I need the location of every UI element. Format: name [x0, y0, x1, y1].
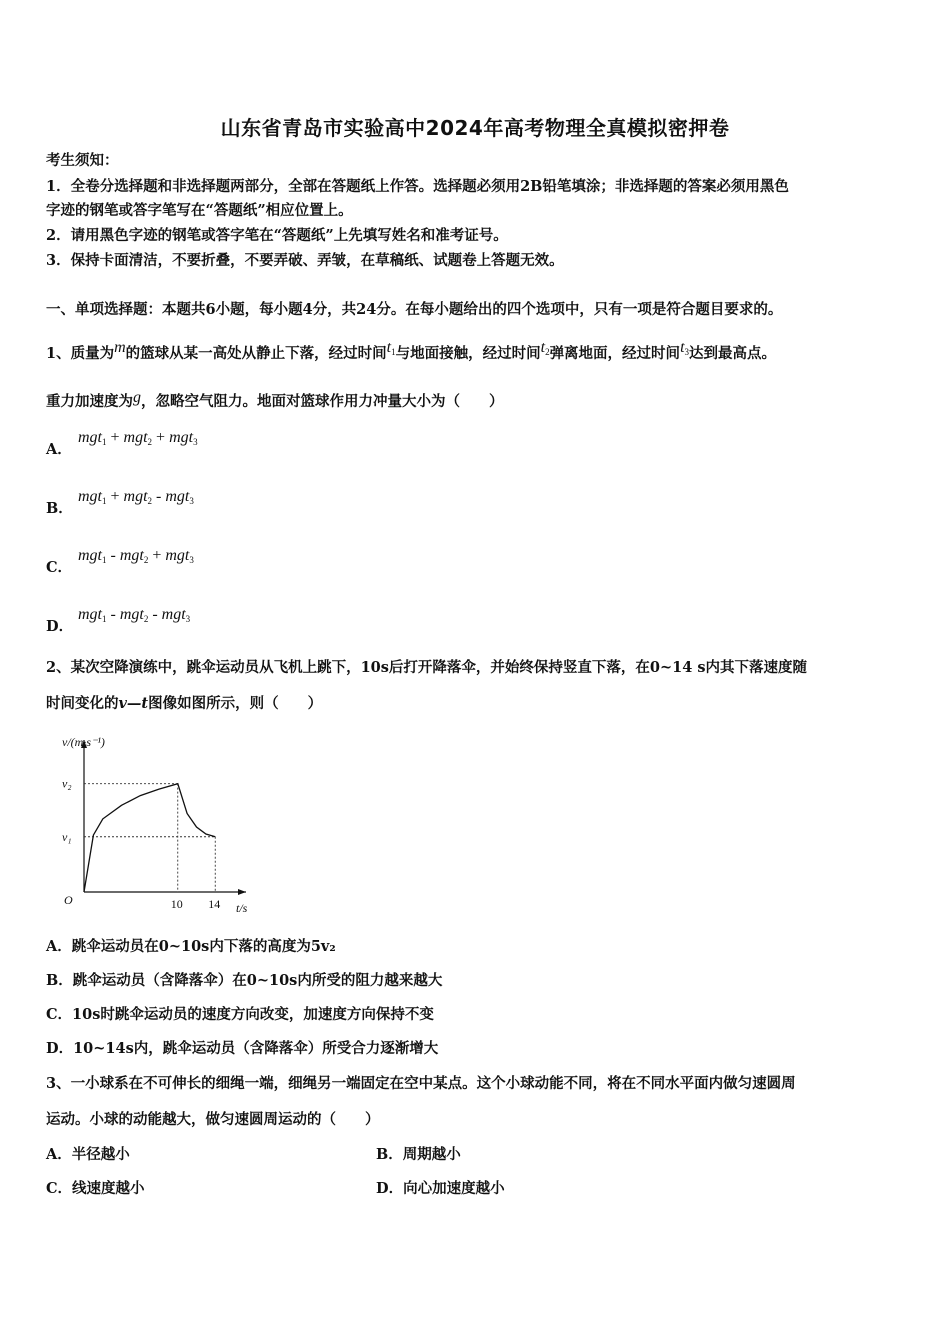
var-t2: $t_2$	[540, 339, 550, 357]
notice-item-3: 3．保持卡面清洁，不要折叠，不要弄破、弄皱，在草稿纸、试题卷上答题无效。	[46, 252, 564, 269]
q1-text-c: 与地面接触，经过时间	[395, 345, 541, 362]
q3-stem-line2: 运动。小球的动能越大，做匀速圆周运动的（ ）	[46, 1111, 380, 1128]
q1-text-e: 达到最高点。	[689, 345, 777, 362]
notice-heading: 考生须知：	[46, 152, 119, 169]
x-axis-arrow	[238, 889, 246, 895]
x-tick-label: 10	[170, 897, 183, 911]
q1-option-c[interactable]	[46, 546, 906, 578]
origin-label: O	[64, 893, 73, 907]
q3-option-b[interactable]: B．周期越小	[376, 1146, 461, 1163]
exam-title: 山东省青岛市实验高中2024年高考物理全真模拟密押卷	[220, 116, 730, 140]
var-t1: $t_1$	[386, 339, 396, 357]
option-letter: A．	[46, 441, 72, 458]
var-g: g	[133, 389, 141, 406]
x-axis-label: t/s	[236, 901, 248, 915]
section-heading: 一、单项选择题：本题共6小题，每小题4分，共24分。在每小题给出的四个选项中，只有一项是符合题目要求的。	[46, 301, 783, 318]
notice-item-1-cont: 字迹的钢笔或答字笔写在“答题纸”相应位置上。	[46, 202, 353, 219]
x-tick-label: 14	[208, 897, 221, 911]
q2-option-b[interactable]: B．跳伞运动员（含降落伞）在0~10s内所受的阻力越来越大	[46, 972, 443, 989]
q2-option-c[interactable]: C．10s时跳伞运动员的速度方向改变，加速度方向保持不变	[46, 1006, 434, 1023]
q1-text-b: 的篮球从某一高处从静止下落，经过时间	[125, 345, 387, 362]
q2-stem-line1: 2、某次空降演练中，跳伞运动员从飞机上跳下，10s后打开降落伞，并始终保持竖直下落，在0~14 s内其下落速度随	[46, 659, 808, 676]
option-letter: C．	[46, 559, 73, 576]
q2-option-d[interactable]: D．10~14s内，跳伞运动员（含降落伞）所受合力逐渐增大	[46, 1040, 439, 1057]
option-expression: mgt$_1$ - mgt$_2$ - mgt$_3$	[78, 606, 191, 624]
vt-label: v—t	[118, 695, 149, 712]
y-axis-label: v/(m·s⁻¹)	[62, 735, 105, 749]
q3-option-a[interactable]: A．半径越小	[46, 1146, 130, 1163]
vt-chart	[56, 730, 256, 930]
option-expression: mgt$_1$ - mgt$_2$ + mgt$_3$	[78, 547, 194, 565]
option-letter: B．	[46, 500, 73, 517]
notice-item-1: 1．全卷分选择题和非选择题两部分，全部在答题纸上作答。选择题必须用2B铅笔填涂；非选择题的答案必须用黑色	[46, 178, 789, 195]
var-m: m	[114, 339, 126, 356]
y-tick-label: v₁	[62, 829, 72, 844]
q2-option-a[interactable]: A．跳伞运动员在0~10s内下落的高度为5v₂	[46, 938, 336, 955]
q1-option-b[interactable]	[46, 487, 906, 519]
q1-stem-line2: 重力加速度为g，忽略空气阻力。地面对篮球作用力冲量大小为（ ）	[46, 389, 504, 410]
option-letter: D．	[46, 618, 74, 635]
q1-text-d: 弹离地面，经过时间	[549, 345, 681, 362]
series-line	[84, 784, 215, 892]
q3-option-c[interactable]: C．线速度越小	[46, 1180, 145, 1197]
option-expression: mgt$_1$ + mgt$_2$ + mgt$_3$	[78, 429, 198, 447]
q1-text-a: 1、质量为	[46, 345, 115, 362]
var-t3: $t_3$	[680, 339, 690, 357]
q1-stem-line1	[46, 338, 906, 364]
q3-stem-line1: 3、一小球系在不可伸长的细绳一端，细绳另一端固定在空中某点。这个小球动能不同，将在不同水平面内做匀速圆周	[46, 1075, 796, 1092]
y-tick-label: v₂	[62, 776, 72, 791]
notice-item-2: 2．请用黑色字迹的钢笔或答字笔在“答题纸”上先填写姓名和准考证号。	[46, 227, 508, 244]
q3-option-d[interactable]: D．向心加速度越小	[376, 1180, 505, 1197]
q1-option-a[interactable]	[46, 428, 906, 460]
q2-stem-line2: 时间变化的v—t图像如图所示，则（ ）	[46, 695, 323, 712]
q1-option-d[interactable]	[46, 605, 906, 637]
option-expression: mgt$_1$ + mgt$_2$ - mgt$_3$	[78, 488, 194, 506]
